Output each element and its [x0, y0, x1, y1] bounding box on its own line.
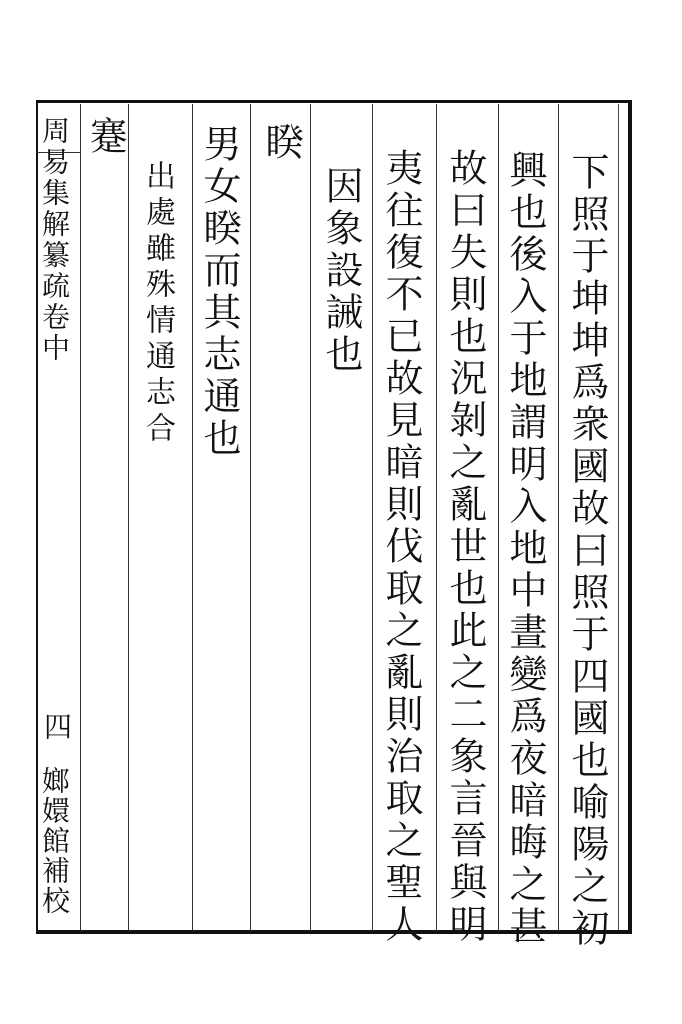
margin-divider: [80, 104, 81, 930]
column-divider: [250, 104, 251, 930]
text-column-8: 出處雖殊情通志合: [140, 160, 175, 448]
book-title: 周易集解纂疏卷中: [38, 116, 71, 364]
publisher-name: 嫏嬛館補校: [38, 766, 71, 916]
column-divider: [192, 104, 193, 930]
frame-top-rule: [36, 100, 632, 103]
text-column-2: 興也後入于地謂明入地中晝變爲夜暗晦之甚: [503, 150, 547, 948]
frame-right-rule: [628, 100, 632, 934]
text-column-5: 因象設誡也: [319, 166, 363, 376]
column-divider: [558, 104, 559, 930]
column-divider: [128, 104, 129, 930]
column-divider: [310, 104, 311, 930]
column-divider: [436, 104, 437, 930]
text-column-3: 故曰失則也況剝之亂世也此之二象言晉與明: [443, 148, 487, 946]
hexagram-heading-jian: 蹇: [83, 116, 127, 158]
frame-right-inner-rule: [618, 104, 619, 930]
text-column-7: 男女睽而其志通也: [197, 124, 241, 460]
page-number: 四: [40, 712, 73, 744]
hexagram-heading-kui: 睽: [259, 122, 303, 164]
column-divider: [498, 104, 499, 930]
text-column-1: 下照于坤坤爲衆國故曰照于四國也喻陽之初: [565, 152, 609, 950]
column-divider: [372, 104, 373, 930]
text-column-4: 夷往復不已故見暗則伐取之亂則治取之聖人: [379, 148, 423, 946]
